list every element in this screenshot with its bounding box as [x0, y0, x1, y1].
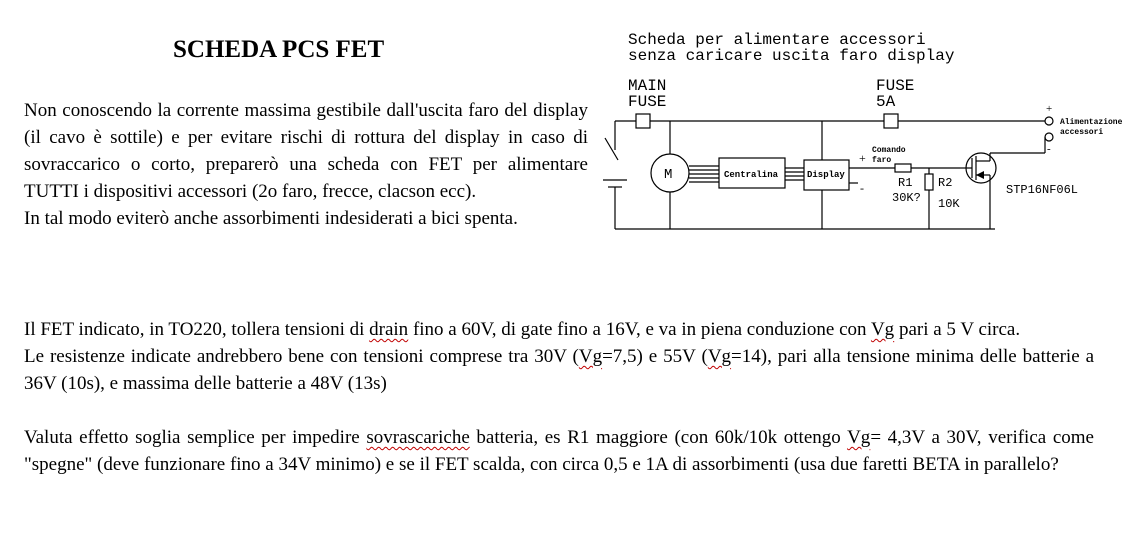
- controller-label: Centralina: [724, 170, 779, 180]
- output-label-2: accessori: [1060, 128, 1104, 137]
- main-fuse: [636, 114, 650, 128]
- circuit-schematic: [600, 20, 1135, 245]
- fuse-5a: [884, 114, 898, 128]
- output-label-1: Alimentazione: [1060, 118, 1123, 127]
- r2-resistor: [925, 174, 933, 190]
- output-plus-terminal: [1045, 117, 1053, 125]
- fet-label: STP16NF06L: [1006, 183, 1079, 197]
- intro-paragraph-2: In tal modo eviterò anche assorbimenti indesiderati a bici spenta.: [24, 208, 518, 229]
- page-title: SCHEDA PCS FET: [173, 36, 385, 63]
- threshold-paragraph: Valuta effetto soglia semplice per impedire sovrascariche batteria, es R1 maggiore (con 60k/10k ottengo Vg= 4,3V a 30V, verifica come "spegne" (deve funzionare fino a 34V minimo) e se il FET scalda, con circa 0,5 e 1A di assorbimenti (usa due faretti BETA in parallelo?: [24, 427, 1094, 475]
- r1-label: R1: [898, 176, 913, 190]
- main-fuse-label-2: FUSE: [628, 93, 667, 111]
- output-plus-sign: +: [1046, 103, 1053, 115]
- body-text: [24, 316, 1094, 478]
- light-minus-sign: -: [860, 181, 864, 195]
- comando-label-1: Comando: [872, 146, 906, 155]
- fuse-5a-label-1: FUSE: [876, 77, 915, 95]
- intro-text: [24, 97, 588, 232]
- output-minus-terminal: [1045, 133, 1053, 141]
- intro-paragraph-1: Non conoscendo la corrente massima gestibile dall'uscita faro del display (il cavo è sottile) e per evitare rischi di rottura del display in caso di sovraccarico o corto, preparerò una scheda con FET per alimentare TUTTI i dispositivi accessori (2o faro, frecce, clacson ecc).: [24, 100, 588, 202]
- r2-label: R2: [938, 176, 953, 190]
- spellcheck-word: Vg: [578, 346, 603, 367]
- light-plus-sign: +: [859, 151, 866, 165]
- spellcheck-word: Vg: [707, 346, 732, 367]
- comando-label-2: faro: [872, 156, 892, 165]
- r1-resistor: [895, 164, 911, 172]
- schematic-heading-2: senza caricare uscita faro display: [628, 47, 955, 65]
- spellcheck-word: sovrascariche: [366, 427, 470, 448]
- spellcheck-word: Vg: [847, 427, 871, 448]
- spellcheck-word: Vg: [870, 319, 895, 340]
- fuse-5a-label-2: 5A: [876, 93, 896, 111]
- resistor-paragraph: Le resistenze indicate andrebbero bene con tensioni comprese tra 30V (Vg=7,5) e 55V (Vg=14), pari alla tensione minima delle batterie a 36V (10s), e massima delle batterie a 48V (13s): [24, 346, 1094, 394]
- main-fuse-label-1: MAIN: [628, 77, 667, 95]
- output-minus-sign: -: [1047, 143, 1051, 155]
- spellcheck-word: drain: [369, 319, 409, 340]
- schematic-heading-1: Scheda per alimentare accessori: [628, 31, 926, 49]
- r1-value: 30K?: [892, 191, 921, 205]
- motor-label: M: [664, 167, 673, 183]
- fet-paragraph: Il FET indicato, in TO220, tollera tensioni di drain fino a 60V, di gate fino a 16V, e va in piena conduzione con Vg pari a 5 V circa.: [24, 319, 1021, 340]
- battery-switch: [605, 138, 618, 160]
- display-label: Display: [807, 170, 845, 180]
- r2-value: 10K: [938, 197, 960, 211]
